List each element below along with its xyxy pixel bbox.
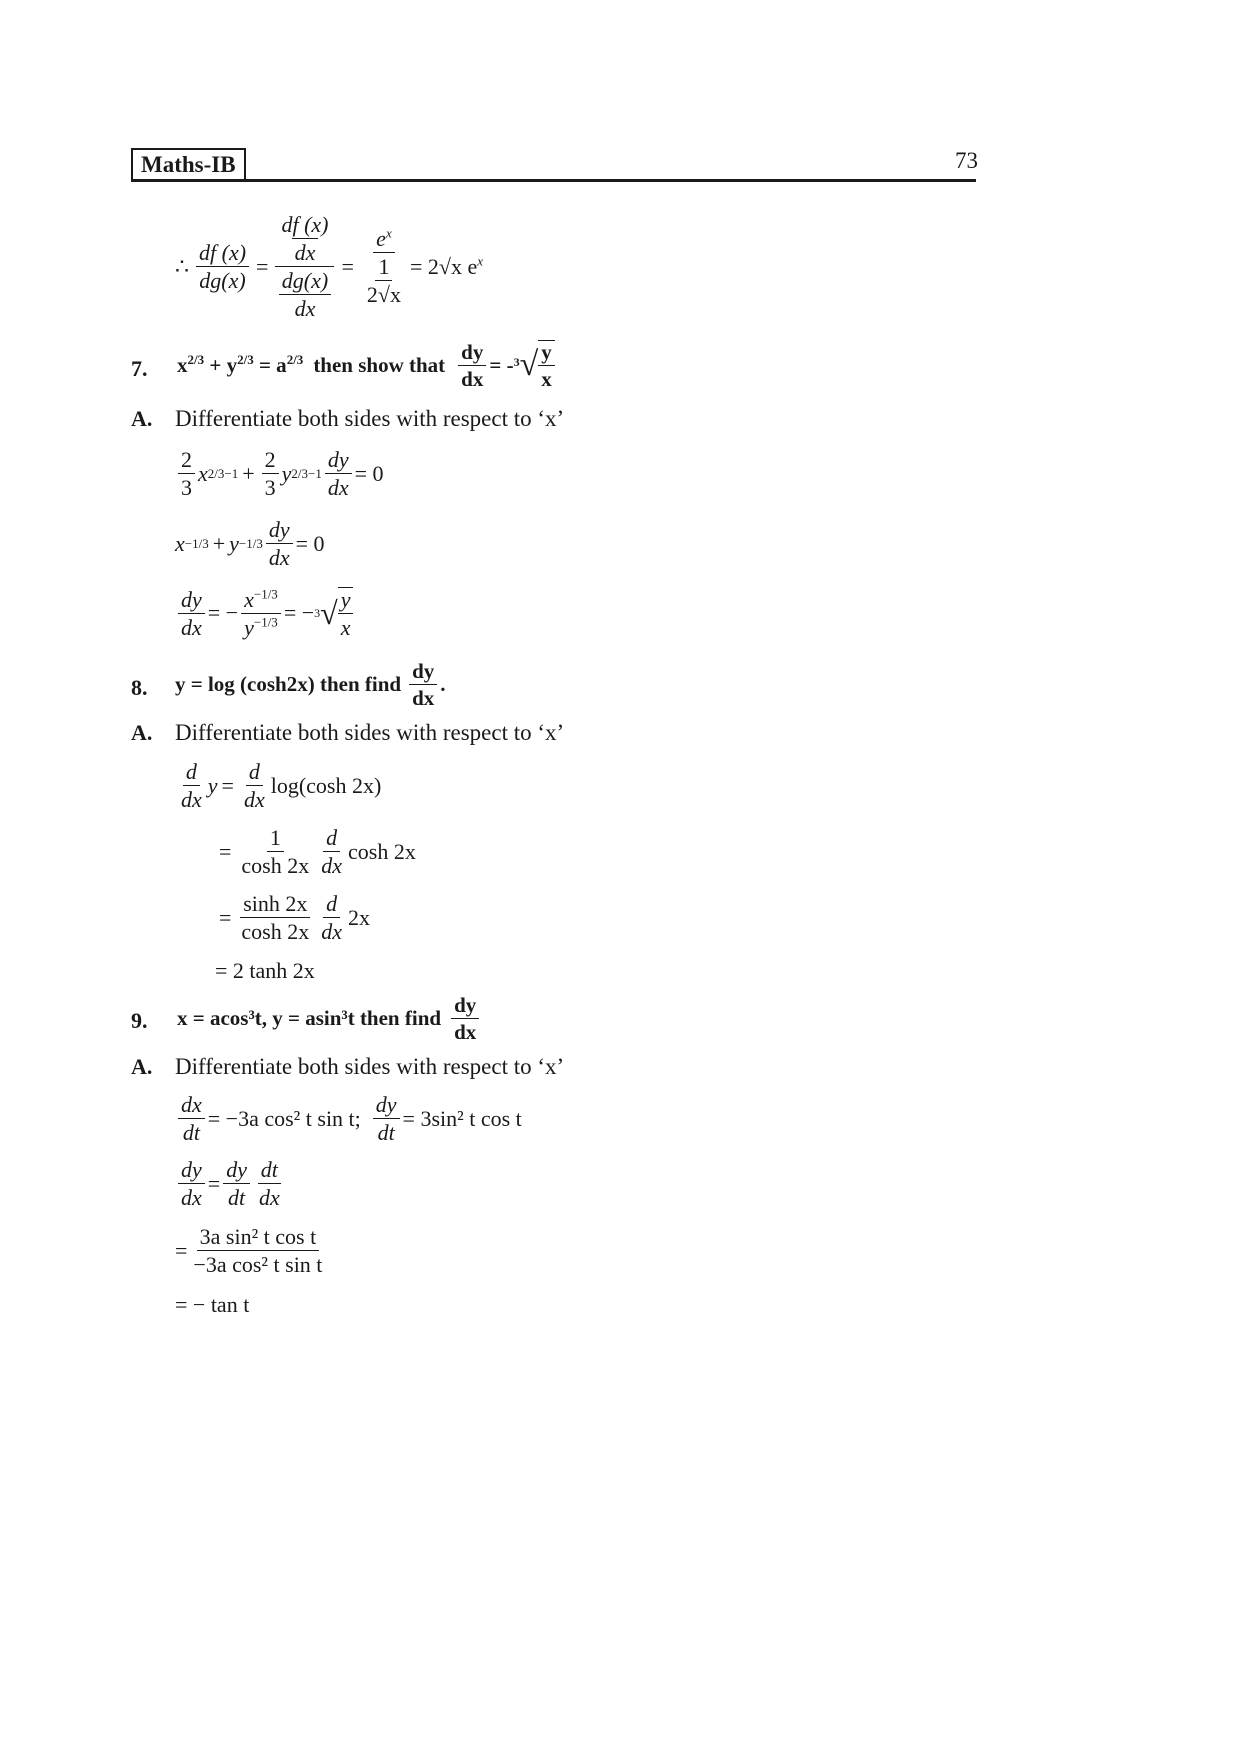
q9-step-4: = − tan t (175, 1292, 250, 1317)
q9-step-3: = $\frac{\text{3a sin² t cos t}}{\text{−3a cos² t sin t}}$ (175, 1224, 323, 1278)
answer-text-9: Differentiate both sides with respect to ‘x’ (175, 1054, 565, 1079)
dg-label: dg(x) (279, 269, 331, 295)
question-number-9: 9. (131, 1008, 148, 1033)
q8-text: y = log (cosh2x) then find (175, 672, 402, 697)
equals-sign: = (341, 253, 354, 279)
question-8-statement: y = log (cosh2x) then find $\frac{dy}{dx}$ . (175, 659, 446, 711)
answer-text-8: Differentiate both sides with respect to ‘x’ (175, 720, 565, 745)
show-that-text: then show that (313, 352, 446, 377)
ex-denominator (361, 253, 407, 306)
therefore-symbol: ∴ (175, 253, 189, 279)
q9-step-1: $\frac{dx}{dt}$ = −3a cos² t sin t; $\frac{dy}{dt}$ = 3sin² t cos t (175, 1093, 522, 1144)
book-title-box (131, 148, 246, 182)
answer-text-7: Differentiate both sides with respect to ‘x’ (175, 406, 565, 431)
equals-sign: = (256, 253, 269, 279)
df-label: df (x) (281, 212, 329, 237)
continued-formula (175, 213, 483, 320)
q8-step-3: = $\frac{\sinh 2x}{\cosh 2x}$ $\frac{d}{dx}$ 2x (219, 891, 371, 945)
question-9-statement: x = acos³t, y = asin³t then find $\frac{dy}{dx}$ (177, 994, 482, 1043)
q7-step-2: x −1/3 + y −1/3 $\frac{dy}{dx}$ = 0 (175, 517, 325, 571)
q9-text: x = acos³t, y = asin³t then find (177, 1006, 442, 1031)
book-title: Maths-IB (141, 152, 236, 177)
q8-step-1: $\frac{d}{dx}$ y = $\frac{d}{dx}$ log(cosh 2x) (181, 759, 382, 813)
answer-label-8: A. (131, 720, 153, 745)
page-number: 73 (955, 148, 978, 173)
dx-label: dx (294, 296, 316, 322)
header-rule (131, 179, 976, 182)
ex-numerator: $e^x$ (373, 227, 395, 253)
fraction-df-dg (196, 241, 249, 292)
question-number-7: 7. (131, 356, 148, 381)
question-number-8: 8. (131, 675, 148, 700)
fraction-compound (275, 213, 334, 320)
numerator: df (x) (196, 241, 249, 267)
q7-step-3: $\frac{dy}{dx}$ = − $\frac{x^{-1/3}}{y^{-1/3}}$ = − 3 √ $\frac{y}{x}$ (175, 587, 356, 639)
compound-numerator (275, 213, 334, 267)
two-sqrt-x-label: 2√x (366, 282, 401, 308)
answer-label-9: A. (131, 1054, 153, 1079)
log-cosh: log(cosh 2x) (270, 772, 382, 798)
q7-step-1: $\frac{2}{3}$ x 2/3−1 + $\frac{2}{3}$ y 2/3−1 $\frac{dy}{dx}$ = 0 (175, 448, 384, 499)
dx-label: dx (292, 238, 319, 264)
result: = 2√x $e^x$ (409, 253, 484, 279)
one-label: 1 (375, 255, 392, 281)
compound-denominator (276, 267, 334, 320)
q9-step-2: $\frac{dy}{dx}$ = $\frac{dy}{dt}$ $\frac{dt}{dx}$ (175, 1158, 286, 1209)
denominator: dg(x) (199, 268, 246, 294)
answer-label-7: A. (131, 406, 153, 431)
q8-step-4: = 2 tanh 2x (215, 958, 315, 983)
question-7-statement: $x^{2/3} + y^{2/3} = a^{2/3}$ then show that $\frac{dy}{dx}$ = - 3 √ $\frac{y}{x}$ (177, 340, 558, 390)
fraction-ex (361, 227, 407, 306)
q8-step-2: = $\frac{1}{\cosh 2x}$ $\frac{d}{dx}$ cosh 2x (219, 825, 416, 879)
